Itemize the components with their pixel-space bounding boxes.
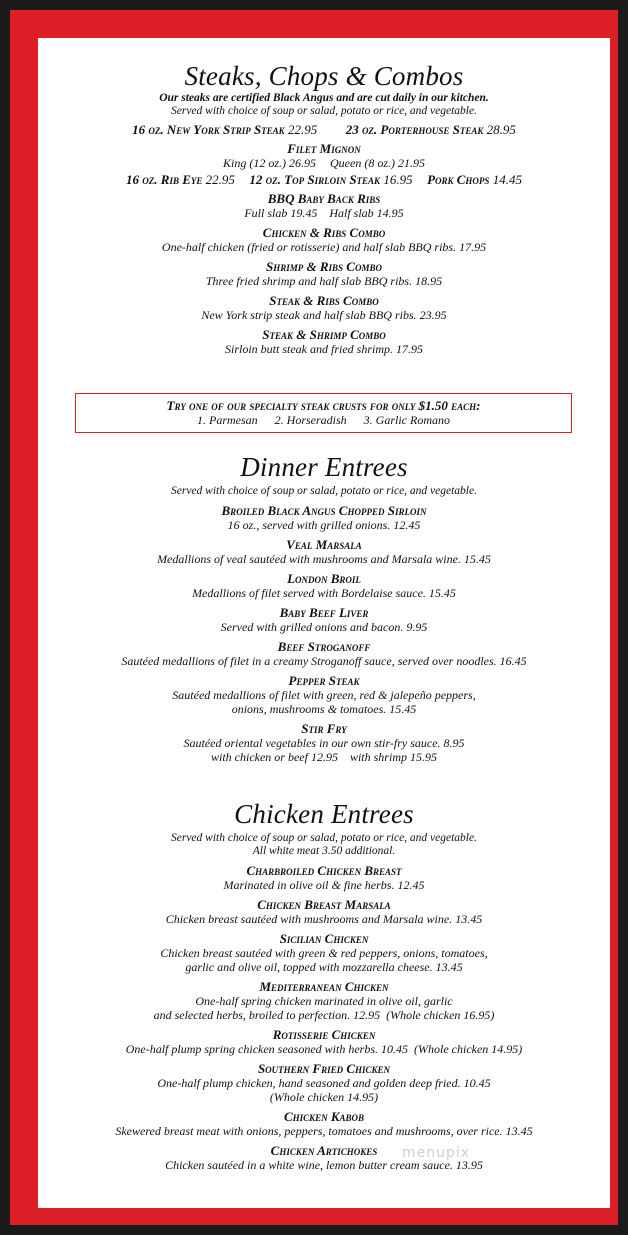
menu-item-name: Chicken & Ribs Combo: [262, 225, 386, 240]
menu-item: [38, 141, 610, 170]
menu-item-desc: Sirloin butt steak and fried shrimp. 17.95: [225, 342, 423, 356]
menu-item: [38, 605, 610, 634]
menu-item-desc: King (12 oz.) 26.95 Queen (8 oz.) 21.95: [223, 156, 425, 170]
menu-item-desc: 16 oz., served with grilled onions. 12.45: [227, 518, 421, 532]
steaks-intro-2: Served with choice of soup or salad, potato or rice, and vegetable.: [171, 105, 477, 117]
menu-item-name: 12 oz. Top Sirloin Steak: [249, 172, 381, 187]
menu-item-name: Stir Fry: [301, 721, 347, 736]
menu-item-name: Chicken Kabob: [283, 1109, 365, 1124]
menu-item: [38, 863, 610, 892]
menu-item-name: Shrimp & Ribs Combo: [266, 259, 382, 274]
menu-item-price: 22.95: [287, 122, 318, 137]
menu-item: [38, 537, 610, 566]
menu-item-desc: Sautéed medallions of filet in a creamy Stroganoff sauce, served over noodles. 16.45: [121, 654, 527, 668]
menu-item-desc: Medallions of filet served with Bordelaise sauce. 15.45: [192, 586, 456, 600]
menu-item-name: Veal Marsala: [286, 537, 362, 552]
menu-item-name: Broiled Black Angus Chopped Sirloin: [221, 503, 427, 518]
dinner-section: [38, 451, 610, 764]
crust-title: Try one of our specialty steak crusts for only $1.50 each:: [166, 398, 481, 413]
steaks-title: Steaks, Chops & Combos: [184, 61, 464, 91]
menu-item: [38, 979, 610, 1022]
steak-row-2: [38, 172, 610, 188]
menu-item-desc: and selected herbs, broiled to perfection. 12.95 (Whole chicken 16.95): [153, 1008, 495, 1022]
menu-item-desc: One-half spring chicken marinated in olive oil, garlic: [195, 994, 453, 1008]
menu-item: [38, 259, 610, 288]
chicken-title: Chicken Entrees: [234, 799, 414, 829]
crust-callout: [75, 393, 572, 433]
menu-item: [38, 897, 610, 926]
menu-item-desc: Full slab 19.45 Half slab 14.95: [244, 206, 404, 220]
menu-item-name: Filet Mignon: [287, 141, 361, 156]
menu-item: [38, 503, 610, 532]
menu-item-price: 28.95: [486, 122, 516, 137]
menu-item-name: London Broil: [287, 571, 361, 586]
chicken-intro-2: All white meat 3.50 additional.: [252, 845, 396, 857]
menu-item-name: Beef Stroganoff: [277, 639, 371, 654]
menu-item-price: 14.45: [492, 172, 522, 187]
menu-item-desc: with chicken or beef 12.95 with shrimp 15.95: [211, 750, 437, 764]
steaks-intro-1: Our steaks are certified Black Angus and are cut daily in our kitchen.: [159, 92, 489, 104]
steak-row-1: [38, 122, 610, 138]
menu-item-desc: Chicken breast sautéed with green & red peppers, onions, tomatoes,: [160, 946, 488, 960]
menu-item-name: Chicken Breast Marsala: [257, 897, 391, 912]
menu-item: [38, 293, 610, 322]
crust-option: 3. Garlic Romano: [363, 413, 450, 427]
dinner-items: [38, 503, 610, 764]
menu-item-name: 16 oz. Rib Eye: [126, 172, 203, 187]
menu-item-desc: One-half plump chicken, hand seasoned and golden deep fried. 10.45: [157, 1076, 491, 1090]
menu-item-name: Southern Fried Chicken: [257, 1061, 391, 1076]
menu-item-name: 16 oz. New York Strip Steak: [132, 122, 285, 137]
menu-item-desc: Chicken breast sautéed with mushrooms and Marsala wine. 13.45: [165, 912, 483, 926]
menu-item-name: Steak & Shrimp Combo: [262, 327, 386, 342]
menu-item-desc: Skewered breast meat with onions, peppers, tomatoes and mushrooms, over rice. 13.45: [115, 1124, 533, 1138]
menu-item: [38, 1061, 610, 1104]
menu-item-desc: Three fried shrimp and half slab BBQ ribs. 18.95: [205, 274, 443, 288]
menu-item: [38, 721, 610, 764]
chicken-items: [38, 863, 610, 1172]
crust-option: 2. Horseradish: [274, 413, 347, 427]
crust-options: [76, 413, 571, 427]
menu-page: [38, 38, 610, 1208]
chicken-intro-1: Served with choice of soup or salad, potato or rice, and vegetable.: [171, 832, 477, 844]
menu-item: [38, 225, 610, 254]
menu-item: [38, 571, 610, 600]
menu-item: [38, 1109, 610, 1138]
menu-item-desc: Sautéed medallions of filet with green, red & jalepeño peppers,: [172, 688, 476, 702]
menu-item-desc: garlic and olive oil, topped with mozzarella cheese. 13.45: [185, 960, 463, 974]
menu-item: [38, 931, 610, 974]
menu-item-name: Charbroiled Chicken Breast: [246, 863, 402, 878]
menu-item-price: 22.95: [205, 172, 235, 187]
dinner-title: Dinner Entrees: [240, 452, 408, 482]
menu-item-desc: New York strip steak and half slab BBQ ribs. 23.95: [201, 308, 447, 322]
menu-item: [38, 673, 610, 716]
menu-item-name: Pork Chops: [427, 172, 490, 187]
menu-item-name: Steak & Ribs Combo: [269, 293, 379, 308]
menu-item-name: 23 oz. Porterhouse Steak: [345, 122, 484, 137]
menu-item: [38, 639, 610, 668]
menu-item-name: BBQ Baby Back Ribs: [267, 191, 381, 206]
menu-item-desc: One-half chicken (fried or rotisserie) and half slab BBQ ribs. 17.95: [161, 240, 487, 254]
menu-item: [38, 327, 610, 356]
crust-option: 1. Parmesan: [196, 413, 258, 427]
menu-item-desc: Chicken sautéed in a white wine, lemon butter cream sauce. 13.95: [165, 1158, 483, 1172]
menu-item-desc: onions, mushrooms & tomatoes. 15.45: [231, 702, 417, 716]
chicken-section: [38, 798, 610, 1172]
menu-item-name: Baby Beef Liver: [279, 605, 369, 620]
menu-item: [38, 191, 610, 220]
menu-item-desc: (Whole chicken 14.95): [269, 1090, 379, 1104]
dinner-intro: Served with choice of soup or salad, potato or rice, and vegetable.: [171, 485, 477, 497]
menu-item-price: 16.95: [383, 172, 413, 187]
menu-item-desc: Served with grilled onions and bacon. 9.95: [220, 620, 428, 634]
menu-item-name: Rotisserie Chicken: [272, 1027, 376, 1042]
menu-item-desc: Sautéed oriental vegetables in our own stir-fry sauce. 8.95: [183, 736, 465, 750]
menu-item-name: Chicken Artichokes: [270, 1143, 378, 1158]
menu-item-desc: One-half plump spring chicken seasoned with herbs. 10.45 (Whole chicken 14.95): [125, 1042, 523, 1056]
menu-item: [38, 1143, 610, 1172]
menu-item-name: Pepper Steak: [288, 673, 360, 688]
menu-item-name: Mediterranean Chicken: [259, 979, 389, 994]
steaks-section: [38, 60, 610, 356]
menu-item-desc: Medallions of veal sautéed with mushrooms and Marsala wine. 15.45: [157, 552, 491, 566]
menu-border: [10, 10, 618, 1225]
menu-item: [38, 1027, 610, 1056]
menu-item-name: Sicilian Chicken: [279, 931, 369, 946]
watermark-text: menupix: [402, 1145, 471, 1161]
menu-item-desc: Marinated in olive oil & fine herbs. 12.45: [223, 878, 425, 892]
